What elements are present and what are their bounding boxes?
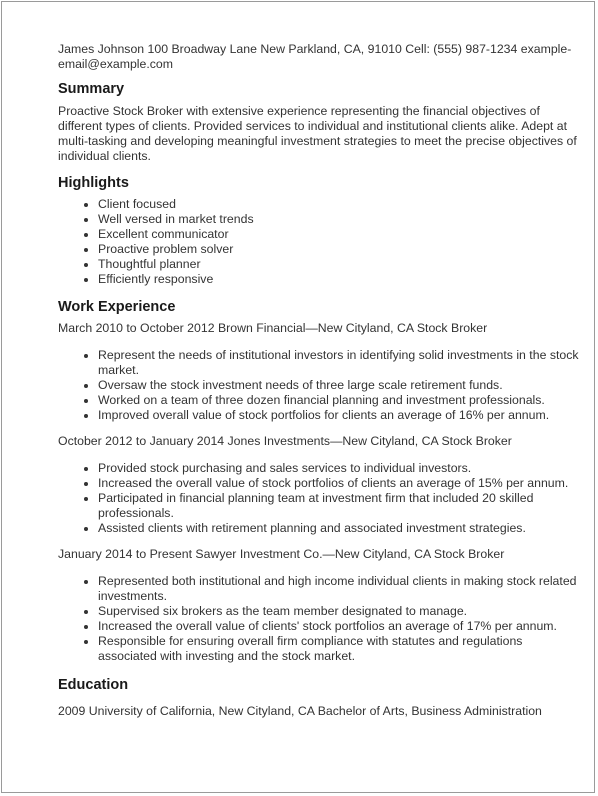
highlights-heading: Highlights [58, 175, 129, 191]
list-item: • Supervised six brokers as the team member designated to manage. [98, 604, 580, 619]
summary-text: Proactive Stock Broker with extensive experience representing the financial objectives of different types of clients. Provided services to individual and institutional clients alike. Adept at multi-tasking and developing meaningful investment strategies to meet the precise objectives of individual clients. [58, 104, 577, 163]
highlights-list [58, 197, 580, 287]
list-item: • Well versed in market trends [98, 212, 580, 227]
job-header: January 2014 to Present Sawyer Investment Co.—New Cityland, CA Stock Broker [58, 547, 505, 561]
summary-heading: Summary [58, 81, 125, 97]
list-item: • Increased the overall value of clients' stock portfolios an average of 17% per annum. [98, 619, 580, 634]
list-item: • Oversaw the stock investment needs of three large scale retirement funds. [98, 378, 580, 393]
list-item: • Thoughtful planner [98, 257, 580, 272]
contact-info: James Johnson 100 Broadway Lane New Parkland, CA, 91010 Cell: (555) 987-1234 example-email@example.com [58, 42, 572, 71]
list-item: • Increased the overall value of stock portfolios of clients an average of 15% per annum. [98, 476, 580, 491]
list-item: • Provided stock purchasing and sales services to individual investors. [98, 461, 580, 476]
job-header: October 2012 to January 2014 Jones Investments—New Cityland, CA Stock Broker [58, 434, 512, 448]
list-item: • Responsible for ensuring overall firm compliance with statutes and regulations associated with investing and the stock market. [98, 634, 580, 664]
education-text: 2009 University of California, New Cityland, CA Bachelor of Arts, Business Administration [58, 704, 542, 718]
list-item: • Represented both institutional and high income individual clients in making stock related investments. [98, 574, 580, 604]
list-item: • Proactive problem solver [98, 242, 580, 257]
list-item: • Efficiently responsive [98, 272, 580, 287]
list-item: • Improved overall value of stock portfolios for clients an average of 16% per annum. [98, 408, 580, 423]
list-item: • Excellent communicator [98, 227, 580, 242]
resume-content [58, 42, 580, 719]
job-bullets [58, 348, 580, 423]
list-item: • Worked on a team of three dozen financial planning and investment professionals. [98, 393, 580, 408]
education-heading: Education [58, 677, 129, 693]
job-bullets [58, 461, 580, 536]
list-item: • Participated in financial planning team at investment firm that included 20 skilled professionals. [98, 491, 580, 521]
job-header: March 2010 to October 2012 Brown Financial—New Cityland, CA Stock Broker [58, 321, 488, 335]
job-bullets [58, 574, 580, 664]
resume-page [1, 1, 595, 793]
list-item: • Represent the needs of institutional investors in identifying solid investments in the stock market. [98, 348, 580, 378]
list-item: • Client focused [98, 197, 580, 212]
work-heading: Work Experience [58, 299, 176, 315]
list-item: • Assisted clients with retirement planning and associated investment strategies. [98, 521, 580, 536]
